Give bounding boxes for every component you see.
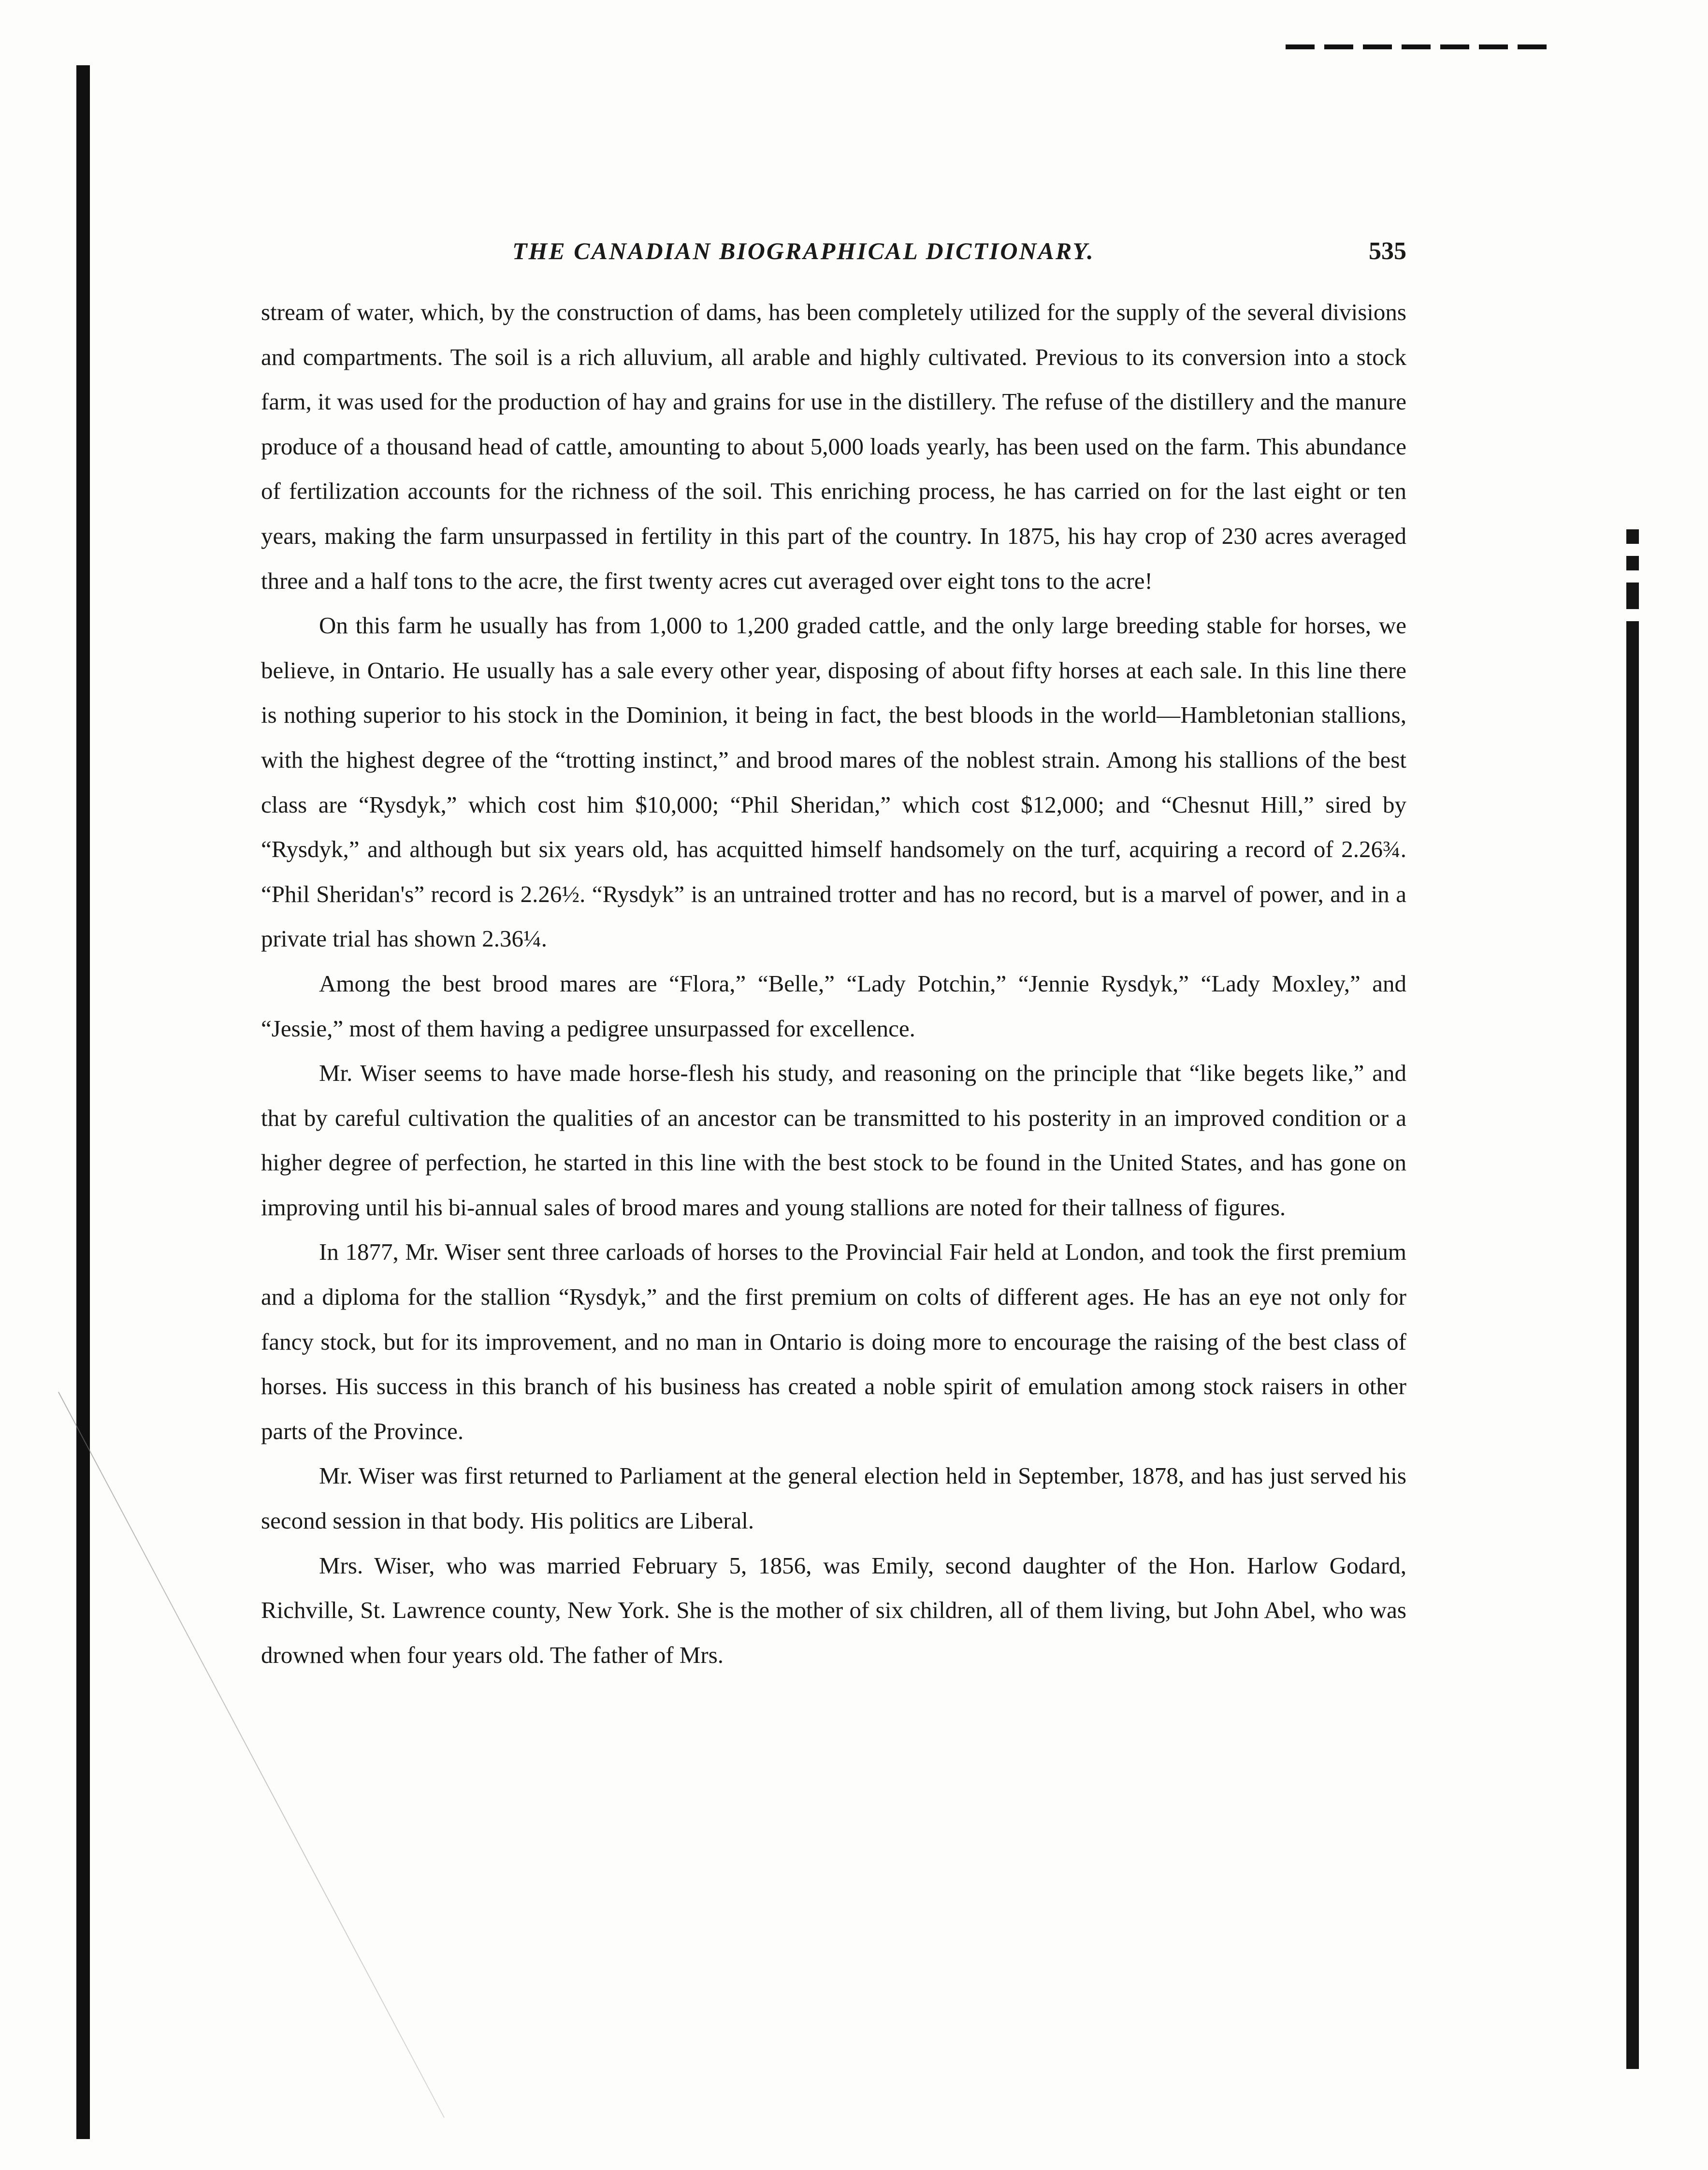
paragraph: In 1877, Mr. Wiser sent three carloads of horses to the Provincial Fair held at London, and took the first premium and a diploma for the stallion “Rysdyk,” and the first premium on colts of different ages. He has an eye not only for fancy stock, but for its improvement, and no man in Ontario is doing more to encourage the raising of the best class of horses. His success in this branch of his business has created a noble spirit of emulation among stock raisers in other parts of the Province. xyxy=(261,1238,1406,1444)
body-text xyxy=(261,290,1406,1677)
paragraph: Mr. Wiser seems to have made horse-flesh his study, and reasoning on the principle that “like begets like,” and that by careful cultivation the qualities of an ancestor can be transmitted to his posterity in an improved condition or a higher degree of perfection, he started in this line with the best stock to be found in the United States, and has gone on improving until his bi-annual sales of brood mares and young stallions are noted for their tallness of figures. xyxy=(261,1060,1406,1221)
paragraph: Mrs. Wiser, who was married February 5, 1856, was Emily, second daughter of the Hon. Harlow Godard, Richville, St. Lawrence county, New York. She is the mother of six children, all of them living, but John Abel, who was drowned when four years old. The father of Mrs. xyxy=(261,1552,1406,1668)
scan-binding-shadow xyxy=(76,65,90,2139)
running-head xyxy=(261,237,1406,271)
paragraph: Among the best brood mares are “Flora,” “Belle,” “Lady Potchin,” “Jennie Rysdyk,” “Lady Moxley,” and “Jessie,” most of them having a pedigree unsurpassed for excellence. xyxy=(261,970,1406,1042)
scan-edge-mark xyxy=(1626,556,1639,570)
paragraph: stream of water, which, by the construction of dams, has been completely utilized for the supply of the several divisions and compartments. The soil is a rich alluvium, all arable and highly cultivated. Previous to its conversion into a stock farm, it was used for the production of hay and grains for use in the distillery. The refuse of the distillery and the manure produce of a thousand head of cattle, amounting to about 5,000 loads yearly, has been used on the farm. This abundance of fertilization accounts for the richness of the soil. This enriching process, he has carried on for the last eight or ten years, making the farm unsurpassed in fertility in this part of the country. In 1875, his hay crop of 230 acres averaged three and a half tons to the acre, the first twenty acres cut averaged over eight tons to the acre! xyxy=(261,299,1406,594)
paragraph: On this farm he usually has from 1,000 to 1,200 graded cattle, and the only large breeding stable for horses, we believe, in Ontario. He usually has a sale every other year, disposing of about fifty horses at each sale. In this line there is nothing superior to his stock in the Dominion, it being in fact, the best bloods in the world—Hambletonian stallions, with the highest degree of the “trotting instinct,” and brood mares of the noblest strain. Among his stallions of the best class are “Rysdyk,” which cost him $10,000; “Phil Sheridan,” which cost $12,000; and “Chesnut Hill,” sired by “Rysdyk,” and although but six years old, has acquitted himself handsomely on the turf, acquiring a record of 2.26¾. “Phil Sheridan's” record is 2.26½. “Rysdyk” is an untrained trotter and has no record, but is a marvel of power, and in a private trial has shown 2.36¼. xyxy=(261,612,1406,952)
scan-edge-mark xyxy=(1626,583,1639,609)
running-title: THE CANADIAN BIOGRAPHICAL DICTIONARY. xyxy=(512,237,1095,264)
scan-edge-mark xyxy=(1626,529,1639,544)
page-number: 535 xyxy=(1369,237,1406,265)
scan-edge-shadow xyxy=(1626,621,1639,2069)
paragraph: Mr. Wiser was first returned to Parliament at the general election held in September, 1878, and has just served his second session in that body. His politics are Liberal. xyxy=(261,1462,1406,1534)
scan-edge-marks xyxy=(1286,44,1556,49)
